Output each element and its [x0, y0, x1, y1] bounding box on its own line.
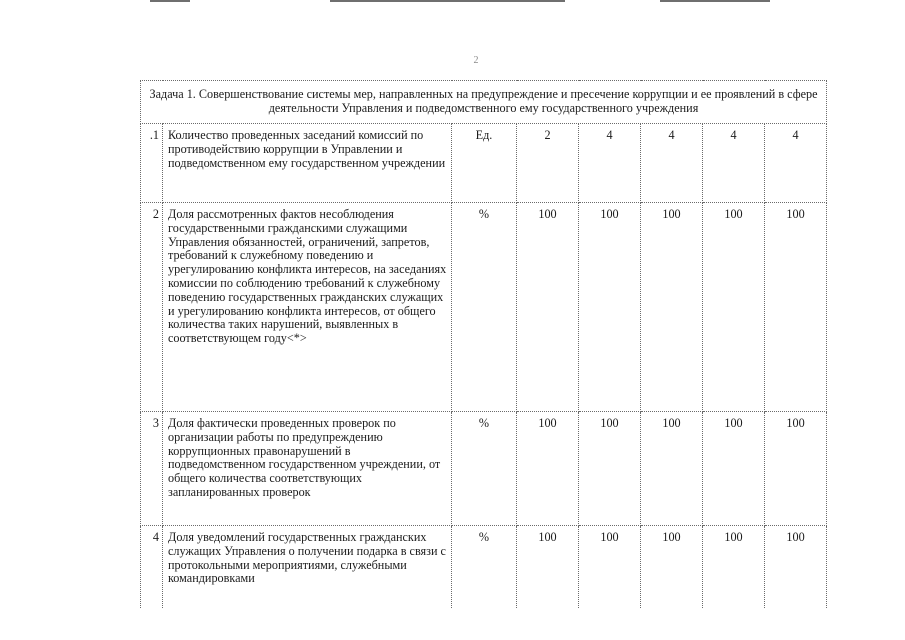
- value-cell: 100: [579, 526, 641, 609]
- value-cell: 4: [765, 124, 827, 203]
- top-rule-left: [150, 0, 190, 2]
- value-cell: 4: [641, 124, 703, 203]
- value-cell: 100: [765, 412, 827, 526]
- task-title: Задача 1. Совершенствование системы мер, направленных на предупреждение и пресечение коррупции и ее проявлений в сфере деятельности Управления и подведомственного ему государственного учреждения: [141, 81, 827, 124]
- value-cell: 100: [517, 526, 579, 609]
- row-number: 2: [141, 203, 163, 412]
- value-cell: 100: [641, 526, 703, 609]
- table-row: [141, 124, 827, 203]
- value-cell: 100: [765, 203, 827, 412]
- indicator-name: Количество проведенных заседаний комиссий по противодействию коррупции в Управлении и подведомственном ему государственном учреждении: [163, 124, 452, 203]
- top-rule-middle: [330, 0, 565, 2]
- indicator-name: Доля уведомлений государственных гражданских служащих Управления о получении подарка в связи с протокольными мероприятиями, служебными командировками: [163, 526, 452, 609]
- unit: %: [452, 412, 517, 526]
- value-cell: 100: [641, 412, 703, 526]
- value-cell: 100: [703, 203, 765, 412]
- indicator-name: Доля рассмотренных фактов несоблюдения государственными гражданскими служащими Управления обязанностей, ограничений, запретов, требований к служебному поведению и урегулированию конфликта интересов, на заседаниях комиссии по соблюдению требований к служебному поведению государственных гражданских служащих и урегулированию конфликта интересов, от общего количества таких нарушений, выявленных в соответствующем году<*>: [163, 203, 452, 412]
- row-number: 3: [141, 412, 163, 526]
- page-number: 2: [473, 55, 479, 66]
- value-cell: 100: [703, 412, 765, 526]
- value-cell: 100: [517, 412, 579, 526]
- value-cell: 4: [703, 124, 765, 203]
- table-row: [141, 526, 827, 609]
- task-header-row: [141, 81, 827, 124]
- top-rule-right: [660, 0, 770, 2]
- value-cell: 2: [517, 124, 579, 203]
- value-cell: 4: [579, 124, 641, 203]
- indicator-name: Доля фактически проведенных проверок по организации работы по предупреждению коррупционных правонарушений в подведомственном государственном учреждении, от общего количества соответствующих запланированных проверок: [163, 412, 452, 526]
- value-cell: 100: [517, 203, 579, 412]
- value-cell: 100: [641, 203, 703, 412]
- table-row: [141, 203, 827, 412]
- unit: %: [452, 203, 517, 412]
- value-cell: 100: [579, 203, 641, 412]
- row-number: .1: [141, 124, 163, 203]
- value-cell: 100: [703, 526, 765, 609]
- unit: %: [452, 526, 517, 609]
- row-number: 4: [141, 526, 163, 609]
- value-cell: 100: [765, 526, 827, 609]
- table-row: [141, 412, 827, 526]
- value-cell: 100: [579, 412, 641, 526]
- indicators-table: [140, 80, 827, 608]
- unit: Ед.: [452, 124, 517, 203]
